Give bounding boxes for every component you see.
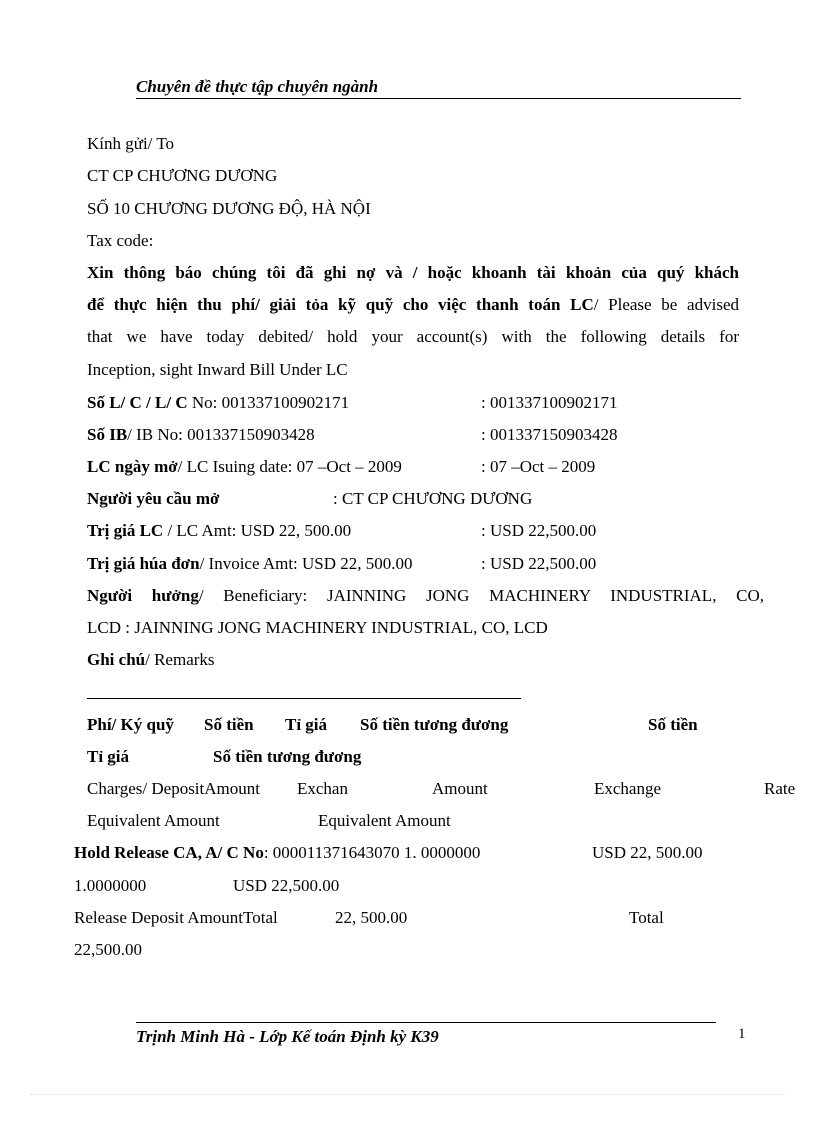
lc-amt-label [87,521,351,541]
invoice-value: : USD 22,500.00 [481,554,597,573]
row3-amount: 22, 500.00 [335,908,408,927]
en-col-equivalent-2: Equivalent Amount [318,811,451,830]
lc-amt-value: : USD 22,500.00 [481,521,597,540]
company-name: CT CP CHƯƠNG DƯƠNG [87,166,278,185]
en-col-equivalent: Equivalent Amount [87,811,220,830]
hold-release-details: : 000011371643070 1. 0000000 [263,843,481,862]
en-col-amount: Amount [432,779,488,798]
section-divider [87,698,521,699]
lc-date-label [87,457,402,477]
hold-release-label: Hold Release CA, A/ C No [74,843,264,862]
row2-rate: 1.0000000 [74,876,147,895]
ib-no-value: : 001337150903428 [481,425,618,444]
remarks [87,650,215,670]
col-rate-2: Tỉ giá [87,747,130,766]
row3-release-total: Release Deposit AmountTotal [74,908,278,927]
row3-total: Total [629,908,664,927]
page-header-title: Chuyên đề thực tập chuyên ngành [136,77,379,96]
tax-code: Tax code: [87,231,154,250]
col-rate: Tỉ giá [285,715,328,734]
row4-amount: 22,500.00 [74,940,142,959]
lc-date-label-text: / LC Isuing date: 07 –Oct – 2009 [177,457,402,476]
notice-bold-2: để thực hiện thu phí/ giải tỏa kỹ quỹ cho việc thanh toán LC [87,295,594,314]
lc-amt-label-text: / LC Amt: USD 22, 500.00 [163,521,352,540]
remarks-bold: Ghi chú [87,650,146,669]
row2-amount: USD 22,500.00 [233,876,340,895]
notice-en-1: / Please be advised [593,295,739,314]
en-col-charges: Charges/ DepositAmount [87,779,260,798]
beneficiary-text-1: / Beneficiary: JAINNING JONG MACHINERY INDUSTRIAL, CO, [198,586,764,605]
en-col-exchange: Exchan [297,779,348,798]
notice-line-3: that we have today debited/ hold your account(s) with the following details for [87,327,739,346]
invoice-label-bold: Trị giá húa đơn [87,554,200,573]
to-line: Kính gửi/ To [87,134,175,153]
lc-no-value: : 001337100902171 [481,393,618,412]
lc-amt-label-bold: Trị giá LC [87,521,164,540]
ib-no-label [87,425,315,445]
en-col-rate: Rate [764,779,796,798]
beneficiary-line-1 [87,586,764,606]
col-amount-2: Số tiền [648,715,698,734]
en-col-exchange-2: Exchange [594,779,662,798]
footer-author: Trịnh Minh Hà - Lớp Kế toán Định kỳ K39 [136,1027,439,1046]
col-fee-deposit: Phí/ Ký quỹ [87,715,174,734]
hold-release-amount: USD 22, 500.00 [592,843,703,862]
ib-no-label-text: / IB No: 001337150903428 [127,425,315,444]
lc-no-label-bold: Số L/ C / L/ C [87,393,188,412]
notice-line-1: Xin thông báo chúng tôi đã ghi nợ và / hoặc khoanh tài khoản của quý khách [87,263,739,282]
applicant-label: Người yêu cầu mở [87,489,220,508]
col-amount: Số tiền [204,715,254,734]
company-address: SỐ 10 CHƯƠNG DƯƠNG ĐỘ, HÀ NỘI [87,199,371,218]
invoice-label-text: / Invoice Amt: USD 22, 500.00 [199,554,413,573]
lc-date-value: : 07 –Oct – 2009 [481,457,596,476]
footer-rule [136,1022,716,1023]
table-row-hold-release [74,843,480,863]
ib-no-label-bold: Số IB [87,425,128,444]
page-bottom-border [30,1094,786,1095]
beneficiary-line-2: LCD : JAINNING JONG MACHINERY INDUSTRIAL, CO, LCD [87,618,548,637]
header-rule [136,98,741,99]
lc-no-label [87,393,349,413]
beneficiary-label-bold: Người hưởng [87,586,199,605]
applicant-value: : CT CP CHƯƠNG DƯƠNG [333,489,533,508]
lc-no-label-text: No: 001337100902171 [187,393,350,412]
col-equivalent-2: Số tiền tương đương [213,747,362,766]
notice-line-2 [87,295,739,315]
remarks-text: / Remarks [145,650,215,669]
notice-line-4: Inception, sight Inward Bill Under LC [87,360,348,379]
invoice-label [87,554,413,574]
lc-date-label-bold: LC ngày mở [87,457,178,476]
col-equivalent: Số tiền tương đương [360,715,509,734]
page-number: 1 [738,1026,746,1042]
